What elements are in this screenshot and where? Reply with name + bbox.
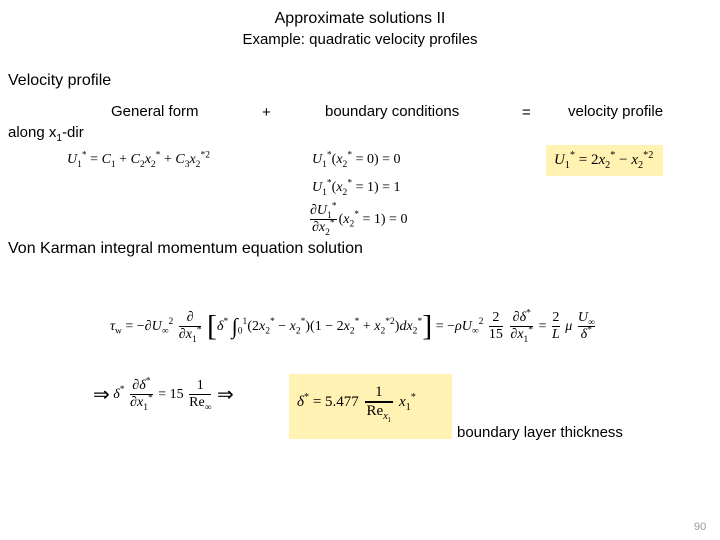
direction-label (8, 124, 84, 144)
boundary-condition-3: $\frac{\partial U_1^*}{\partial x_2^*}$ $(x_2^* = 1) = 0$ (310, 201, 408, 238)
general-form-equation: $U_1^* = C_1 + C_2x_2^* + C_3x_2^{*2}$ (67, 150, 210, 170)
boundary-conditions-label: boundary conditions (325, 103, 460, 120)
general-form-label: General form (111, 103, 199, 120)
boundary-layer-thickness-label: boundary layer thickness (457, 424, 623, 441)
velocity-profile-label: velocity profile (568, 103, 664, 120)
delta-star-result: δ* = 5.477 $\frac{1}{Re_{x_1}}$ $x_1^*$ (289, 374, 452, 439)
von-karman-heading: Von Karman integral momentum equation solution (8, 240, 363, 257)
delta-ode: ⇒ δ* $\frac{\partial\delta^*}{\partial x_1^*}$ = 15 $\frac{1}{Re_\infty}$ ⇒ (93, 376, 234, 413)
slide-subtitle: Example: quadratic velocity profiles (242, 31, 478, 48)
slide-title: Approximate solutions II (274, 10, 446, 27)
direction-prefix: along x (8, 124, 57, 141)
boundary-condition-1: $U_1^*(x_2^* = 0) = 0$ (312, 150, 401, 170)
equals-sign: = (522, 104, 531, 121)
momentum-integral-equation: $\tau_w = -\partial U_\infty^2$ $\frac{\partial}{\partial x_1^*}$ [δ* $\int_0^1(2x_2^* - x_2^*)(1 - 2x_2^* + x_2^{*2})dx_2^*] = -\rho U_\infty^2$ $\frac{2}{15}$ $\frac{\partial\delta^*}{\partial x_1^*}$ = $\frac{2}{L}$ μ $\frac{U_\infty}{\delta^*}$ (110, 308, 595, 345)
velocity-profile-heading: Velocity profile (8, 72, 112, 89)
boundary-condition-2: $U_1^*(x_2^* = 1) = 1$ (312, 178, 401, 198)
direction-suffix: -dir (62, 124, 84, 141)
velocity-profile-result: $U_1^* = 2x_2^* - x_2^{*2}$ (546, 145, 663, 176)
plus-sign: + (262, 104, 271, 121)
direction-subscript: 1 (56, 133, 63, 144)
page-number: 90 (694, 521, 707, 533)
